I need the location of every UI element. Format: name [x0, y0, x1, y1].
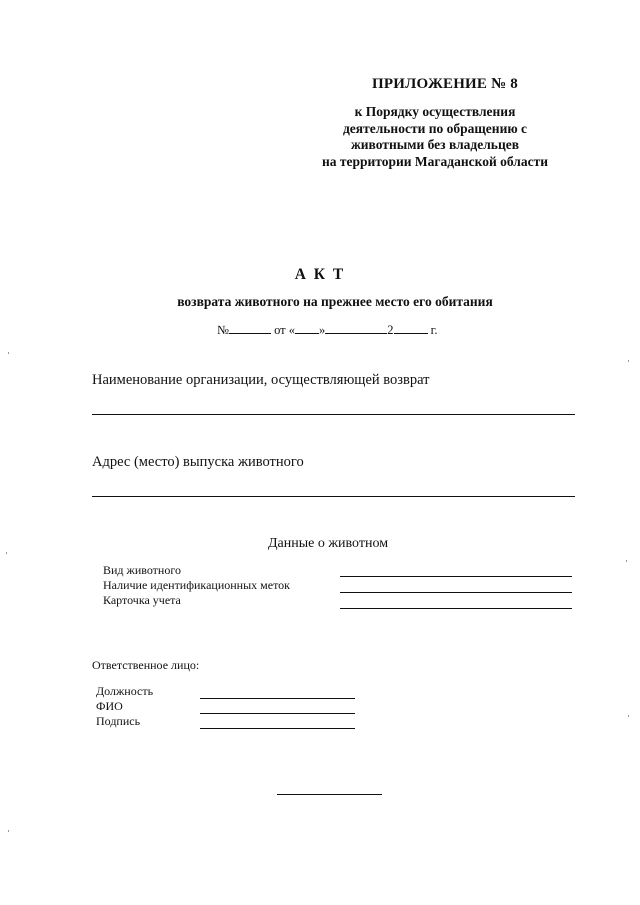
id-marks-input-line[interactable] [340, 592, 572, 593]
month-blank[interactable] [325, 321, 387, 334]
animal-type-label: Вид животного [103, 563, 181, 577]
year-suffix: г. [430, 323, 438, 337]
number-blank[interactable] [229, 321, 271, 334]
signature-label: Подпись [96, 714, 141, 728]
appendix-subtitle-line: к Порядку осуществления [354, 104, 516, 119]
date-from-label: от « [274, 323, 295, 337]
address-input-line[interactable] [92, 496, 575, 497]
full-name-input-line[interactable] [200, 713, 355, 714]
act-title: А К Т [294, 266, 346, 283]
number-sign: № [217, 323, 229, 337]
scan-speck [6, 552, 7, 554]
act-subtitle: возврата животного на прежнее место его обитания [177, 294, 493, 309]
scan-speck [8, 352, 9, 354]
appendix-subtitle [300, 104, 570, 170]
organization-input-line[interactable] [92, 414, 575, 415]
day-blank[interactable] [295, 321, 319, 334]
appendix-title: ПРИЛОЖЕНИЕ № 8 [371, 76, 519, 92]
organization-label: Наименование организации, осуществляющей возврат [92, 372, 430, 388]
scan-speck [8, 830, 9, 832]
animal-data-heading: Данные о животном [268, 536, 389, 551]
animal-type-input-line[interactable] [340, 576, 572, 577]
full-name-label: ФИО [96, 699, 123, 713]
record-card-input-line[interactable] [340, 608, 572, 609]
quote-close: » [319, 323, 326, 337]
number-date-line [217, 321, 437, 338]
address-label: Адрес (место) выпуска животного [92, 454, 304, 470]
signature-input-line[interactable] [200, 728, 355, 729]
responsible-heading: Ответственное лицо: [92, 658, 200, 672]
scan-speck [626, 560, 627, 562]
record-card-label: Карточка учета [103, 593, 181, 607]
id-marks-label: Наличие идентификационных меток [103, 578, 290, 592]
scan-speck [628, 715, 629, 717]
appendix-subtitle-line: на территории Магаданской области [321, 153, 549, 169]
closing-separator [277, 794, 382, 795]
scan-speck [628, 360, 629, 362]
position-label: Должность [96, 684, 154, 698]
year-prefix: 2 [387, 323, 394, 337]
position-input-line[interactable] [200, 698, 355, 699]
year-blank[interactable] [394, 321, 428, 334]
appendix-subtitle-line: деятельности по обращению с [342, 120, 528, 136]
appendix-subtitle-line: животными без владельцев [350, 137, 520, 152]
